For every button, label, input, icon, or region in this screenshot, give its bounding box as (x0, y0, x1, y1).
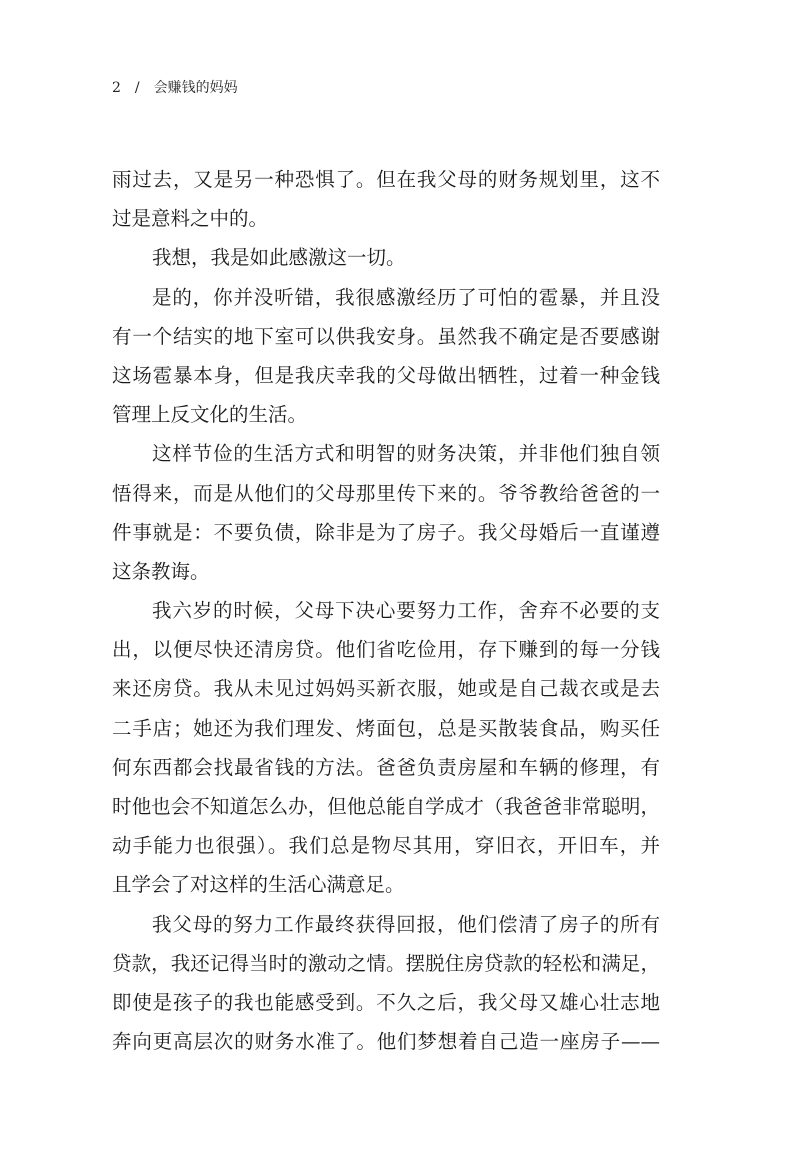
text-line: 件事就是：不要负债，除非是为了房子。我父母婚后一直谨遵 (112, 520, 660, 544)
text-line: 何东西都会找最省钱的方法。爸爸负责房屋和车辆的修理，有 (112, 755, 660, 779)
header-separator: / (134, 80, 140, 96)
text-line: 这场雹暴本身，但是我庆幸我的父母做出牺牲，过着一种金钱 (112, 363, 660, 387)
book-title: 会赚钱的妈妈 (153, 80, 238, 96)
page-number: 2 (112, 80, 121, 96)
text-line: 即使是孩子的我也能感受到。不久之后，我父母又雄心壮志地 (112, 990, 660, 1014)
text-line: 奔向更高层次的财务水准了。他们梦想着自己造一座房子—— (112, 1030, 660, 1054)
text-line: 我父母的努力工作最终获得回报，他们偿清了房子的所有 (152, 912, 660, 936)
text-line: 是的，你并没听错，我很感激经历了可怕的雹暴，并且没 (152, 285, 660, 309)
text-line: 悟得来，而是从他们的父母那里传下来的。爷爷教给爸爸的一 (112, 481, 660, 505)
text-line: 这条教诲。 (112, 559, 210, 583)
text-line: 动手能力也很强）。我们总是物尽其用，穿旧衣，开旧车，并 (112, 834, 660, 858)
text-line: 出，以便尽快还清房贷。他们省吃俭用，存下赚到的每一分钱 (112, 638, 660, 662)
text-line: 管理上反文化的生活。 (112, 403, 308, 427)
text-line: 我想，我是如此感激这一切。 (152, 246, 406, 270)
running-header (112, 78, 238, 98)
text-line: 贷款，我还记得当时的激动之情。摆脱住房贷款的轻松和满足， (112, 951, 660, 975)
text-line: 我六岁的时候，父母下决心要努力工作，舍弃不必要的支 (152, 599, 660, 623)
text-line: 过是意料之中的。 (112, 207, 269, 231)
text-line: 来还房贷。我从未见过妈妈买新衣服，她或是自己裁衣或是去 (112, 677, 660, 701)
text-line: 二手店；她还为我们理发、烤面包，总是买散装食品，购买任 (112, 716, 660, 740)
body-text (112, 160, 660, 1061)
text-line: 有一个结实的地下室可以供我安身。虽然我不确定是否要感谢 (112, 324, 660, 348)
text-line: 这样节俭的生活方式和明智的财务决策，并非他们独自领 (152, 442, 660, 466)
text-line: 且学会了对这样的生活心满意足。 (112, 873, 405, 897)
text-line: 雨过去，又是另一种恐惧了。但在我父母的财务规划里，这不 (112, 168, 660, 191)
text-line: 时他也会不知道怎么办，但他总能自学成才（我爸爸非常聪明， (112, 795, 660, 818)
